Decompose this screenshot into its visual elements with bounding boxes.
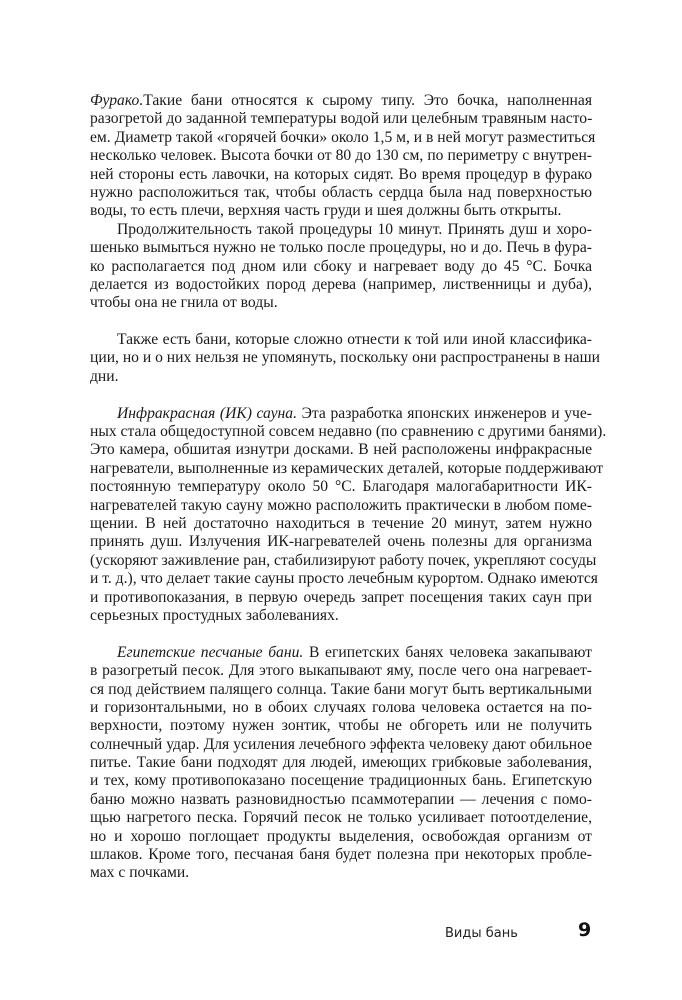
body-text	[90, 92, 607, 883]
text-line	[90, 791, 592, 809]
text-line	[90, 497, 592, 515]
line-text: верхности, поэтому нужен зонтик, чтобы не обгореть или не получить	[90, 717, 592, 735]
paragraph	[90, 331, 600, 386]
paragraph	[90, 404, 607, 626]
text-line	[90, 551, 597, 570]
text-line	[90, 864, 592, 882]
paragraph-lead-in: Фурако.	[90, 92, 144, 109]
line-text: ных стала общедоступной совсем недавно (по сравнению с другими банями).	[90, 423, 607, 441]
line-text: Продолжительность такой процедуры 10 минут. Принять душ и хоро-	[117, 220, 592, 238]
line-text: Также есть бани, которые сложно отнести к той или иной классифика-	[117, 331, 592, 349]
line-text: ко располагается под дном или сбоку и нагревает воду до 45 °С. Бочка	[90, 257, 592, 275]
line-text: Такие бани относятся к сырому типу. Это бочка, наполненная	[143, 92, 592, 109]
text-line	[90, 423, 607, 441]
line-text: шлаков. Кроме того, песчаная баня будет полезна при некоторых пробле-	[90, 846, 592, 864]
line-text: щении. В ней достаточно находиться в течение 20 минут, затем нужно	[90, 514, 592, 532]
line-text: постоянную температуру около 50 °С. Благодаря малогабаритности ИК-	[90, 478, 592, 496]
line-text: шенько вымыться нужно не только после процедуры, но и до. Печь в фура-	[90, 239, 592, 257]
text-line	[90, 184, 592, 202]
text-line	[90, 459, 604, 478]
line-text: и тех, кому противопоказано посещение традиционных бань. Египетскую	[90, 772, 592, 790]
text-line	[90, 441, 592, 459]
line-text: принять душ. Излучения ИК-нагревателей очень полезны для организма	[90, 533, 592, 551]
line-text: Эта разработка японских инженеров и уче-	[296, 404, 592, 422]
text-line	[90, 846, 592, 864]
text-line	[90, 276, 592, 294]
text-line	[90, 809, 592, 827]
line-text: разогретой до заданной температуры водой или целебным травяным насто-	[90, 110, 593, 128]
line-text: мах с почками.	[90, 864, 190, 882]
text-line	[90, 754, 592, 772]
line-text: несколько человек. Высота бочки от 80 до 130 см, по периметру с внутрен-	[90, 147, 592, 165]
paragraph-gap	[90, 386, 592, 404]
line-text: солнечный удар. Для усиления лечебного эффекта человеку дают обильное	[90, 735, 592, 753]
line-text: и горизонтальными, но в обоих случаях голова человека остается на по-	[90, 698, 592, 716]
text-line	[90, 405, 592, 423]
text-line	[90, 166, 592, 184]
text-line	[90, 662, 592, 680]
line-text: делается из водостойких пород дерева (например, лиственницы и дуба),	[90, 275, 592, 293]
text-line	[90, 717, 592, 735]
line-text: щью нагретого песка. Горячий песок не только усиливает потоотделение,	[90, 809, 592, 827]
text-line	[90, 772, 592, 790]
text-line	[90, 221, 592, 239]
paragraph	[90, 92, 596, 221]
line-text: но и хорошо поглощает продукты выделения, освобождая организм от	[90, 827, 592, 845]
text-line	[90, 828, 592, 846]
line-text: В египетских банях человека закапывают	[303, 643, 592, 661]
text-line	[90, 331, 592, 349]
line-text: серьезных простудных заболеваниях.	[90, 606, 339, 624]
page-number: 9	[578, 919, 592, 941]
text-line	[90, 681, 592, 699]
line-text: и противопоказания, в первую очередь запрет посещения таких саун при	[90, 588, 592, 606]
text-line	[90, 699, 592, 717]
paragraph-gap	[90, 625, 592, 643]
text-line	[90, 368, 592, 386]
line-text: Это камера, обшитая изнутри досками. В ней расположены инфракрасные	[90, 441, 592, 459]
text-line	[90, 589, 592, 607]
text-line	[90, 294, 592, 312]
paragraph	[90, 644, 592, 883]
line-text: ции, но и о них нельзя не упомянуть, поскольку они распространены в наши	[90, 349, 600, 367]
paragraph-gap	[90, 313, 592, 331]
text-line	[90, 478, 592, 496]
line-text: нагревателей такую сауну можно расположить практически в любом поме-	[90, 496, 592, 514]
text-line	[90, 607, 592, 625]
text-line	[90, 128, 596, 147]
line-text: воды, то есть плечи, верхняя часть груди и шея должны быть открыты.	[90, 202, 562, 220]
text-line	[90, 349, 600, 367]
text-line	[90, 533, 592, 551]
line-text: (ускоряют заживление ран, стабилизируют работу почек, укрепляют сосуды	[90, 551, 597, 569]
text-line	[90, 570, 598, 588]
text-line	[90, 736, 592, 754]
text-line	[90, 239, 592, 257]
line-text: ем. Диаметр такой «горячей бочки» около 1,5 м, и в ней могут разместиться	[90, 128, 596, 146]
line-text: в разогретый песок. Для этого выкапывают яму, после чего она нагревает-	[90, 662, 592, 680]
text-line	[90, 258, 592, 276]
text-line	[90, 110, 592, 128]
line-text: баню можно назвать разновидностью псаммотерапии — лечения с помо-	[90, 790, 592, 808]
line-text: ся под действием палящего солнца. Такие бани могут быть вертикальными	[90, 680, 592, 698]
line-text: дни.	[90, 367, 119, 385]
line-text: чтобы она не гнила от воды.	[90, 294, 278, 312]
line-text: ней стороны есть лавочки, на которых сидят. Во время процедур в фурако	[90, 165, 592, 183]
text-line	[90, 147, 592, 165]
line-text: нагреватели, выполненные из керамических деталей, которые поддерживают	[90, 459, 604, 477]
paragraph	[90, 221, 592, 313]
paragraph-lead-in: Египетские песчаные бани.	[117, 643, 304, 661]
text-line	[90, 515, 592, 533]
line-text: нужно расположиться так, чтобы область сердца была над поверхностью	[90, 183, 592, 201]
text-line	[90, 644, 592, 662]
paragraph-lead-in: Инфракрасная (ИК) сауна.	[117, 404, 297, 422]
line-text: и т. д.), что делает такие сауны просто лечебным курортом. Однако имеются	[90, 570, 598, 588]
text-line	[90, 202, 592, 220]
running-footer-title: Виды бань	[445, 926, 518, 941]
text-line	[90, 92, 592, 110]
line-text: питье. Такие бани подходят для людей, имеющих грибковые заболевания,	[90, 754, 592, 772]
